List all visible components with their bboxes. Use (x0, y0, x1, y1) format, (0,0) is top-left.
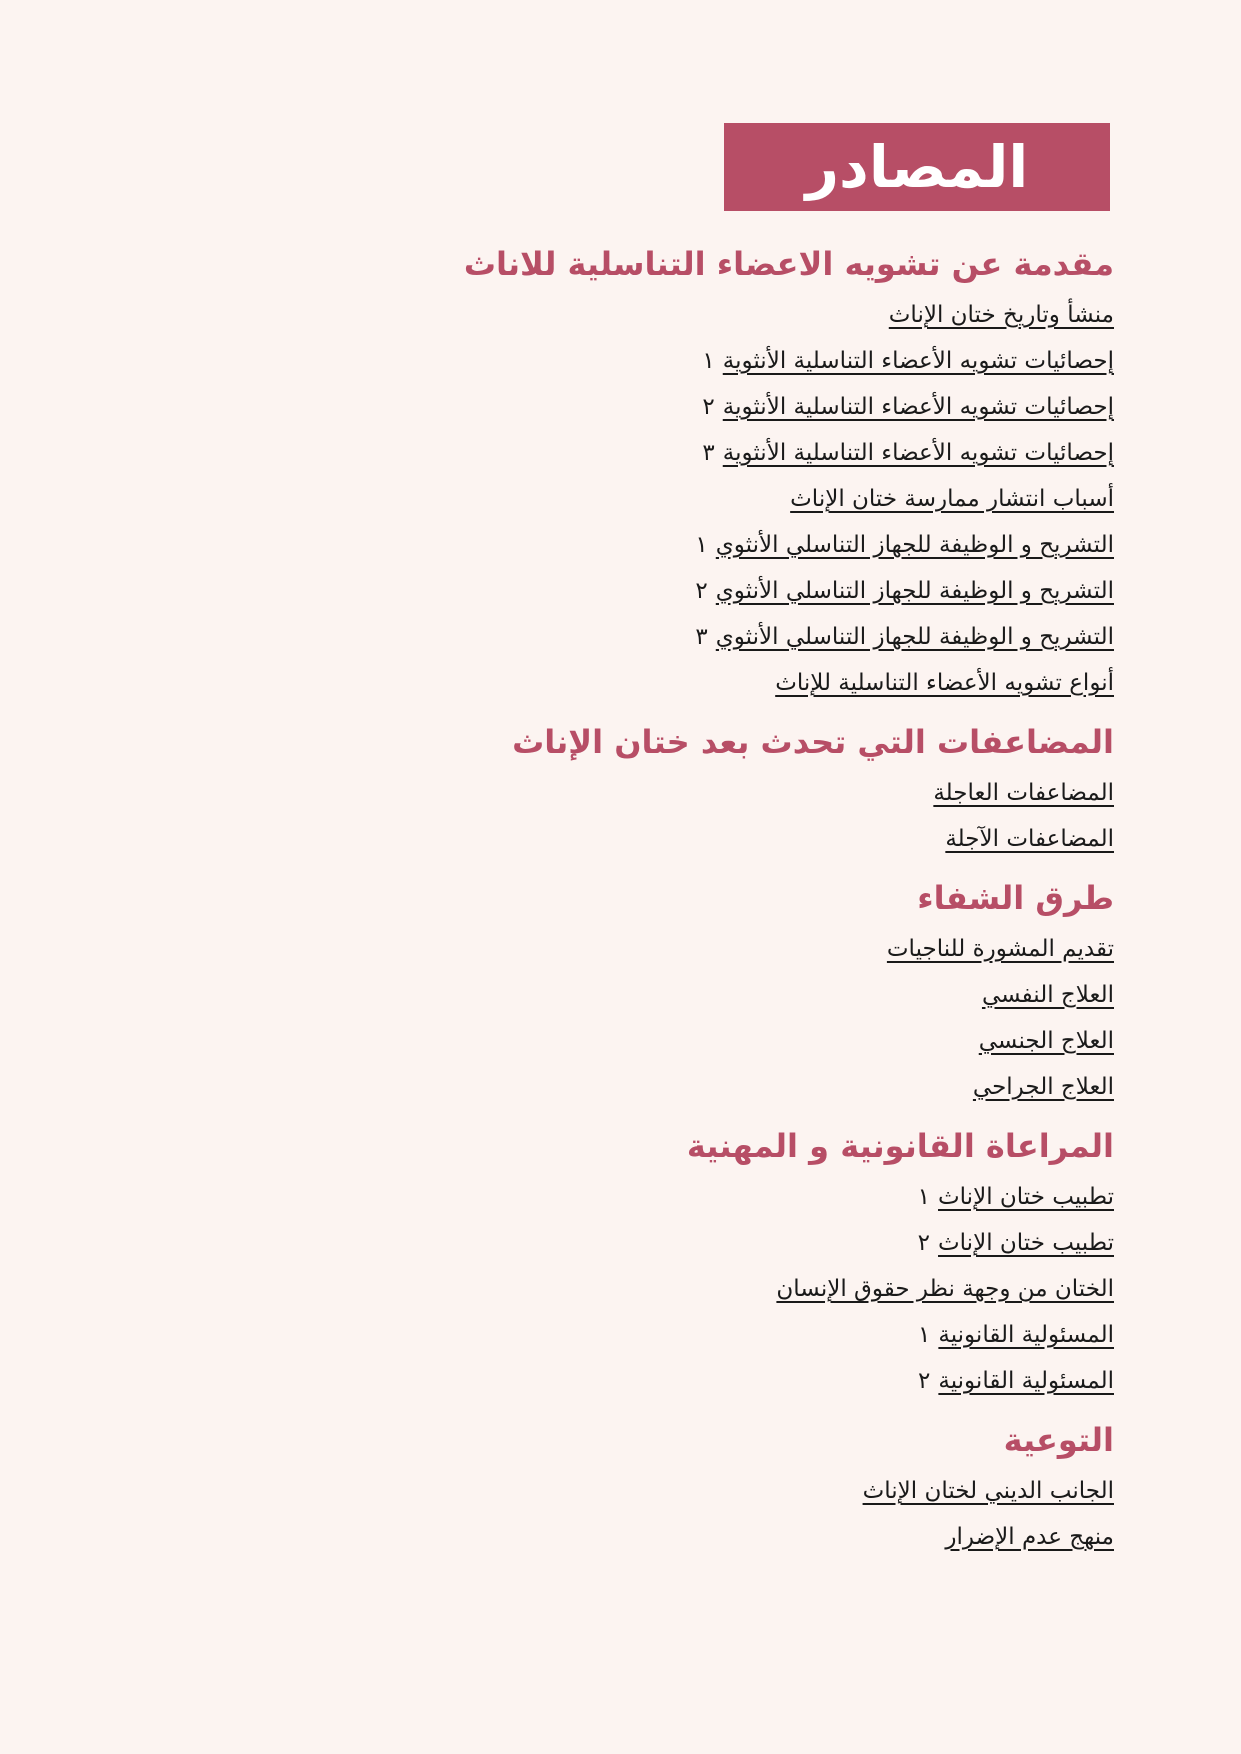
list-item (214, 384, 1114, 430)
sources-list (214, 236, 1114, 1560)
source-link[interactable]: المضاعفات الآجلة (945, 826, 1114, 852)
list-item (214, 338, 1114, 384)
source-link[interactable]: منشأ وتاريخ ختان الإناث (888, 302, 1114, 328)
source-link[interactable]: منهج عدم الإضرار (945, 1524, 1114, 1550)
list-item (214, 614, 1114, 660)
source-link[interactable]: الختان من وجهة نظر حقوق الإنسان (776, 1276, 1114, 1302)
list-item (214, 568, 1114, 614)
source-link[interactable]: تطبيب ختان الإناث (938, 1184, 1114, 1210)
link-number: ١ (917, 1184, 931, 1210)
list-item (214, 1174, 1114, 1220)
section-awareness (214, 1412, 1114, 1560)
list-item (214, 292, 1114, 338)
list-item (214, 1468, 1114, 1514)
link-list (214, 770, 1114, 862)
list-item (214, 1220, 1114, 1266)
section-heading: طرق الشفاء (917, 879, 1114, 917)
source-link[interactable]: أسباب انتشار ممارسة ختان الإناث (790, 486, 1114, 512)
source-link[interactable]: العلاج النفسي (981, 982, 1114, 1008)
link-number: ٢ (918, 1368, 931, 1394)
list-item (214, 1312, 1114, 1358)
source-link[interactable]: الجانب الديني لختان الإناث (862, 1478, 1114, 1504)
list-item (214, 816, 1114, 862)
list-item (214, 1358, 1114, 1404)
list-item (214, 770, 1114, 816)
section-heading: المضاعفات التي تحدث بعد ختان الإناث (512, 723, 1114, 761)
source-link[interactable]: إحصائيات تشويه الأعضاء التناسلية الأنثوية (722, 440, 1114, 466)
source-link[interactable]: أنواع تشويه الأعضاء التناسلية للإناث (775, 670, 1114, 696)
list-item (214, 1514, 1114, 1560)
source-link[interactable]: المسئولية القانونية (938, 1368, 1114, 1394)
link-list (214, 1174, 1114, 1404)
link-number: ٣ (702, 440, 715, 466)
source-link[interactable]: إحصائيات تشويه الأعضاء التناسلية الأنثوية (722, 394, 1114, 420)
source-link[interactable]: تقديم المشورة للناجيات (886, 936, 1114, 962)
link-number: ٢ (917, 1230, 931, 1256)
source-link[interactable]: إحصائيات تشويه الأعضاء التناسلية الأنثوية (722, 348, 1114, 374)
list-item (214, 522, 1114, 568)
list-item (214, 1064, 1114, 1110)
list-item (214, 1018, 1114, 1064)
list-item (214, 660, 1114, 706)
link-list (214, 926, 1114, 1110)
list-item (214, 476, 1114, 522)
list-item (214, 972, 1114, 1018)
section-heading: المراعاة القانونية و المهنية (686, 1127, 1114, 1165)
link-number: ١ (918, 1322, 931, 1348)
section-complications (214, 714, 1114, 862)
link-number: ١ (702, 348, 715, 374)
link-number: ٣ (695, 624, 708, 650)
list-item (214, 1266, 1114, 1312)
page-title: المصادر (805, 133, 1029, 201)
source-link[interactable]: التشريح و الوظيفة للجهاز التناسلي الأنثوي (715, 532, 1114, 558)
link-list (214, 292, 1114, 706)
list-item (214, 430, 1114, 476)
source-link[interactable]: التشريح و الوظيفة للجهاز التناسلي الأنثوي (715, 624, 1114, 650)
list-item (214, 926, 1114, 972)
source-link[interactable]: العلاج الجراحي (972, 1074, 1114, 1100)
section-heading: مقدمة عن تشويه الاعضاء التناسلية للاناث (463, 245, 1114, 283)
link-list (214, 1468, 1114, 1560)
section-heading: التوعية (1003, 1421, 1114, 1459)
link-number: ٢ (702, 394, 715, 420)
source-link[interactable]: المضاعفات العاجلة (933, 780, 1114, 806)
link-number: ١ (695, 532, 708, 558)
source-link[interactable]: المسئولية القانونية (938, 1322, 1114, 1348)
section-legal (214, 1118, 1114, 1404)
section-introduction (214, 236, 1114, 706)
source-link[interactable]: التشريح و الوظيفة للجهاز التناسلي الأنثوي (715, 578, 1114, 604)
section-healing (214, 870, 1114, 1110)
title-banner (724, 123, 1110, 211)
link-number: ٢ (695, 578, 708, 604)
source-link[interactable]: العلاج الجنسي (978, 1028, 1114, 1054)
source-link[interactable]: تطبيب ختان الإناث (938, 1230, 1114, 1256)
